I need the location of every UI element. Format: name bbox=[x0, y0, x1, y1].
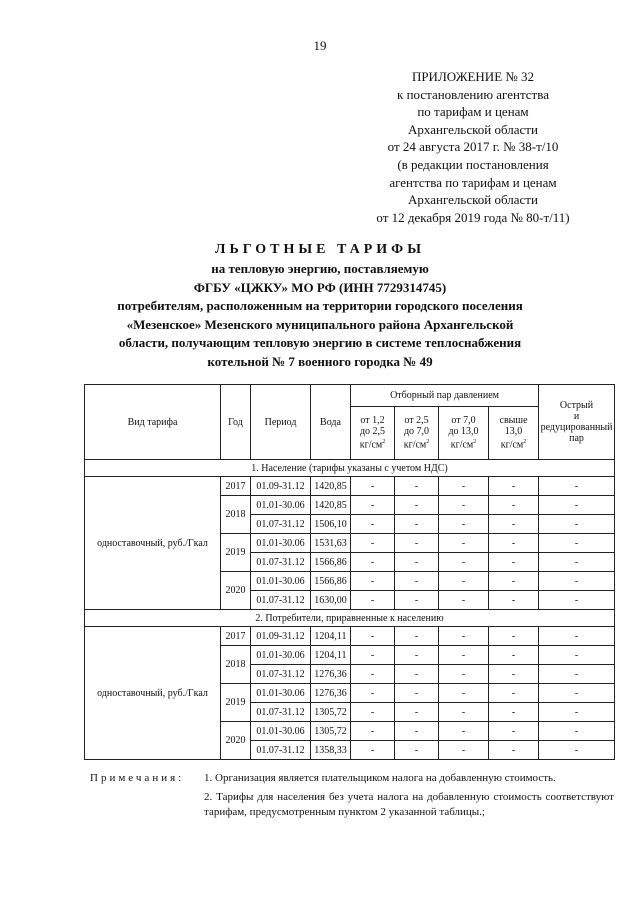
dash-cell: - bbox=[539, 515, 615, 534]
note-item: 1. Организация является плательщиком налога на добавленную стоимость. bbox=[204, 772, 556, 784]
dash-cell: - bbox=[489, 477, 539, 496]
water-tariff-cell: 1630,00 bbox=[311, 591, 351, 610]
notes-label: Примечания: bbox=[90, 772, 185, 784]
dash-cell: - bbox=[351, 534, 395, 553]
appendix-line: к постановлению агентства bbox=[397, 86, 549, 102]
dash-cell: - bbox=[539, 534, 615, 553]
header-steam-unit: $кг/см^2$ bbox=[403, 439, 430, 451]
header-sharp-steam bbox=[539, 385, 615, 460]
dash-cell: - bbox=[539, 553, 615, 572]
header-steam-col bbox=[351, 407, 395, 460]
document-title bbox=[60, 240, 580, 371]
dash-cell: - bbox=[395, 591, 439, 610]
header-sharp-line: и bbox=[573, 411, 580, 422]
year-cell: 2019 bbox=[221, 684, 251, 722]
header-steam-unit: $кг/см^2$ bbox=[450, 439, 477, 451]
period-cell: 01.01-30.06 bbox=[251, 722, 311, 741]
section-row bbox=[85, 460, 615, 477]
header-steam-col bbox=[489, 407, 539, 460]
period-cell: 01.09-31.12 bbox=[251, 627, 311, 646]
dash-cell: - bbox=[489, 627, 539, 646]
tariff-type-label: одноставочный, руб./Гкал bbox=[85, 477, 221, 610]
period-cell: 01.01-30.06 bbox=[251, 646, 311, 665]
dash-cell: - bbox=[489, 591, 539, 610]
period-cell: 01.01-30.06 bbox=[251, 496, 311, 515]
header-steam-col bbox=[395, 407, 439, 460]
dash-cell: - bbox=[395, 646, 439, 665]
period-cell: 01.07-31.12 bbox=[251, 515, 311, 534]
title-line: «Мезенское» Мезенского муниципального района Архангельской bbox=[126, 316, 514, 332]
header-steam-line: от 2,5 bbox=[404, 415, 429, 427]
dash-cell: - bbox=[539, 741, 615, 760]
dash-cell: - bbox=[351, 591, 395, 610]
dash-cell: - bbox=[439, 627, 489, 646]
dash-cell: - bbox=[539, 627, 615, 646]
header-period: Период bbox=[251, 385, 311, 460]
page-number: 19 bbox=[313, 38, 327, 53]
period-cell: 01.09-31.12 bbox=[251, 477, 311, 496]
header-steam-unit: $кг/см^2$ bbox=[359, 439, 386, 451]
dash-cell: - bbox=[395, 496, 439, 515]
header-steam-line: 13,0 bbox=[504, 426, 523, 438]
table-body bbox=[85, 460, 615, 760]
header-water: Вода bbox=[311, 385, 351, 460]
section-title: 1. Население (тарифы указаны с учетом НДС) bbox=[85, 460, 615, 477]
header-steam-line: свыше bbox=[499, 415, 528, 427]
dash-cell: - bbox=[351, 627, 395, 646]
title-line: потребителям, расположенным на территории городского поселения bbox=[117, 298, 523, 313]
dash-cell: - bbox=[489, 665, 539, 684]
appendix-line: по тарифам и ценам bbox=[417, 104, 529, 120]
water-tariff-cell: 1358,33 bbox=[311, 741, 351, 760]
dash-cell: - bbox=[351, 665, 395, 684]
water-tariff-cell: 1566,86 bbox=[311, 553, 351, 572]
period-cell: 01.07-31.12 bbox=[251, 703, 311, 722]
title-line: котельной № 7 военного городка № 49 bbox=[207, 353, 433, 369]
period-cell: 01.01-30.06 bbox=[251, 684, 311, 703]
water-tariff-cell: 1305,72 bbox=[311, 722, 351, 741]
title-line: на тепловую энергию, поставляемую bbox=[211, 261, 429, 276]
appendix-line: (в редакции постановления bbox=[397, 156, 549, 172]
appendix-line: от 24 августа 2017 г. № 38-т/10 bbox=[387, 139, 559, 155]
year-cell: 2020 bbox=[221, 722, 251, 760]
dash-cell: - bbox=[395, 703, 439, 722]
dash-cell: - bbox=[351, 684, 395, 703]
dash-cell: - bbox=[539, 572, 615, 591]
dash-cell: - bbox=[489, 703, 539, 722]
dash-cell: - bbox=[439, 477, 489, 496]
title-main: ЛЬГОТНЫЕ ТАРИФЫ bbox=[215, 242, 425, 257]
water-tariff-cell: 1276,36 bbox=[311, 684, 351, 703]
header-steam-group: Отборный пар давлением bbox=[351, 385, 539, 407]
year-cell: 2018 bbox=[221, 646, 251, 684]
dash-cell: - bbox=[351, 646, 395, 665]
appendix-block bbox=[348, 68, 598, 226]
dash-cell: - bbox=[351, 722, 395, 741]
dash-cell: - bbox=[489, 496, 539, 515]
water-tariff-cell: 1204,11 bbox=[311, 627, 351, 646]
period-cell: 01.07-31.12 bbox=[251, 553, 311, 572]
dash-cell: - bbox=[395, 741, 439, 760]
table-row bbox=[85, 477, 615, 496]
dash-cell: - bbox=[489, 684, 539, 703]
dash-cell: - bbox=[395, 627, 439, 646]
dash-cell: - bbox=[439, 703, 489, 722]
dash-cell: - bbox=[351, 496, 395, 515]
dash-cell: - bbox=[395, 477, 439, 496]
dash-cell: - bbox=[489, 534, 539, 553]
section-row bbox=[85, 610, 615, 627]
header-sharp-line: Острый bbox=[559, 400, 594, 411]
year-cell: 2017 bbox=[221, 627, 251, 646]
year-cell: 2017 bbox=[221, 477, 251, 496]
water-tariff-cell: 1420,85 bbox=[311, 496, 351, 515]
dash-cell: - bbox=[351, 515, 395, 534]
appendix-line: ПРИЛОЖЕНИЕ № 32 bbox=[411, 69, 535, 84]
period-cell: 01.01-30.06 bbox=[251, 534, 311, 553]
dash-cell: - bbox=[489, 646, 539, 665]
title-line: области, получающим тепловую энергию в системе теплоснабжения bbox=[118, 335, 522, 350]
header-steam-unit: $кг/см^2$ bbox=[500, 439, 527, 451]
dash-cell: - bbox=[439, 665, 489, 684]
dash-cell: - bbox=[351, 703, 395, 722]
appendix-line: агентства по тарифам и ценам bbox=[389, 174, 557, 190]
dash-cell: - bbox=[439, 684, 489, 703]
appendix-line: Архангельской области bbox=[408, 121, 538, 137]
water-tariff-cell: 1305,72 bbox=[311, 703, 351, 722]
water-tariff-cell: 1204,11 bbox=[311, 646, 351, 665]
title-line: ФГБУ «ЦЖКУ» МО РФ (ИНН 7729314745) bbox=[193, 279, 447, 295]
dash-cell: - bbox=[395, 722, 439, 741]
dash-cell: - bbox=[439, 741, 489, 760]
appendix-line: Архангельской области bbox=[408, 192, 538, 208]
header-tariff-type: Вид тарифа bbox=[85, 385, 221, 460]
dash-cell: - bbox=[351, 553, 395, 572]
header-steam-line: от 7,0 bbox=[451, 415, 476, 427]
dash-cell: - bbox=[395, 665, 439, 684]
water-tariff-cell: 1566,86 bbox=[311, 572, 351, 591]
dash-cell: - bbox=[539, 591, 615, 610]
dash-cell: - bbox=[539, 496, 615, 515]
dash-cell: - bbox=[439, 515, 489, 534]
dash-cell: - bbox=[539, 477, 615, 496]
header-steam-line: от 1,2 bbox=[360, 415, 385, 427]
dash-cell: - bbox=[489, 572, 539, 591]
dash-cell: - bbox=[395, 684, 439, 703]
header-sharp-line: редуцированный bbox=[540, 422, 613, 433]
period-cell: 01.01-30.06 bbox=[251, 572, 311, 591]
year-cell: 2018 bbox=[221, 496, 251, 534]
period-cell: 01.07-31.12 bbox=[251, 665, 311, 684]
appendix-line: от 12 декабря 2019 года № 80-т/11) bbox=[376, 209, 570, 225]
tariff-type-label: одноставочный, руб./Гкал bbox=[85, 627, 221, 760]
header-steam-line: до 7,0 bbox=[403, 426, 430, 438]
water-tariff-cell: 1531,63 bbox=[311, 534, 351, 553]
header-sharp-line: пар bbox=[569, 433, 584, 444]
dash-cell: - bbox=[351, 477, 395, 496]
dash-cell: - bbox=[351, 572, 395, 591]
header-year: Год bbox=[221, 385, 251, 460]
note-item: 2. Тарифы для населения без учета налога на добавленную стоимость соответствуют тарифам, предусмотренным пунктом 2 указанной таблицы.; bbox=[204, 791, 614, 818]
dash-cell: - bbox=[489, 722, 539, 741]
header-steam-line: до 13,0 bbox=[448, 426, 479, 438]
water-tariff-cell: 1506,10 bbox=[311, 515, 351, 534]
header-steam-line: до 2,5 bbox=[359, 426, 386, 438]
dash-cell: - bbox=[395, 572, 439, 591]
dash-cell: - bbox=[489, 741, 539, 760]
dash-cell: - bbox=[439, 646, 489, 665]
dash-cell: - bbox=[539, 665, 615, 684]
period-cell: 01.07-31.12 bbox=[251, 741, 311, 760]
year-cell: 2020 bbox=[221, 572, 251, 610]
section-title: 2. Потребители, приравненные к населению bbox=[85, 610, 615, 627]
dash-cell: - bbox=[395, 515, 439, 534]
dash-cell: - bbox=[439, 591, 489, 610]
tariff-table bbox=[84, 384, 615, 760]
water-tariff-cell: 1420,85 bbox=[311, 477, 351, 496]
dash-cell: - bbox=[439, 553, 489, 572]
water-tariff-cell: 1276,36 bbox=[311, 665, 351, 684]
dash-cell: - bbox=[351, 741, 395, 760]
dash-cell: - bbox=[539, 722, 615, 741]
dash-cell: - bbox=[489, 515, 539, 534]
dash-cell: - bbox=[539, 703, 615, 722]
table-row bbox=[85, 627, 615, 646]
period-cell: 01.07-31.12 bbox=[251, 591, 311, 610]
dash-cell: - bbox=[439, 534, 489, 553]
dash-cell: - bbox=[539, 646, 615, 665]
dash-cell: - bbox=[439, 496, 489, 515]
dash-cell: - bbox=[539, 684, 615, 703]
dash-cell: - bbox=[489, 553, 539, 572]
dash-cell: - bbox=[439, 722, 489, 741]
year-cell: 2019 bbox=[221, 534, 251, 572]
dash-cell: - bbox=[395, 534, 439, 553]
dash-cell: - bbox=[439, 572, 489, 591]
dash-cell: - bbox=[395, 553, 439, 572]
header-steam-col bbox=[439, 407, 489, 460]
